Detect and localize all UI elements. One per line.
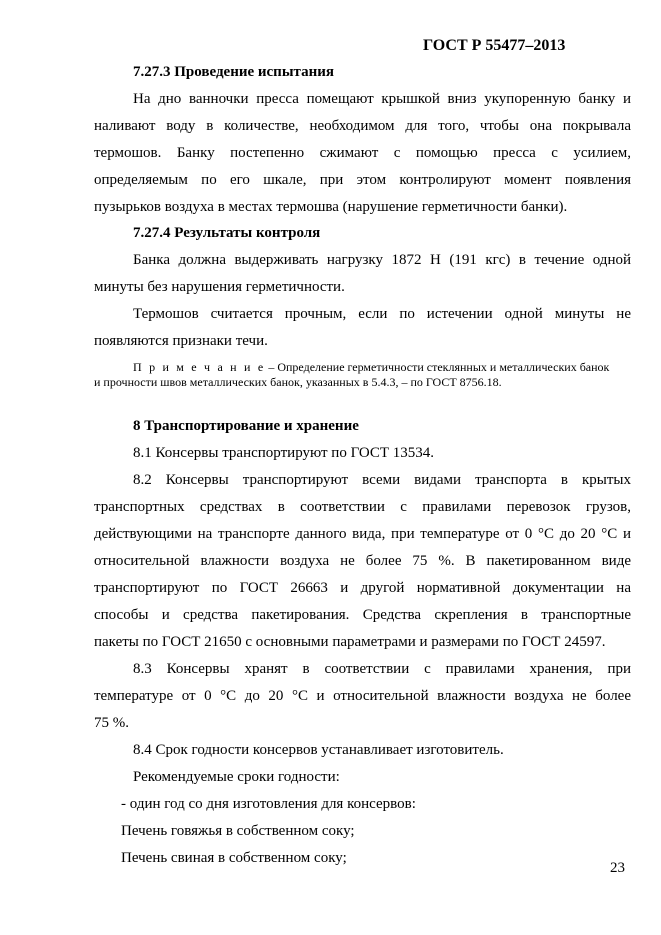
paragraph-8-1: 8.1 Консервы транспортируют по ГОСТ 13534. xyxy=(133,445,435,461)
paragraph-line: Термошов считается прочным, если по истечении одной минуты не xyxy=(133,306,631,322)
paragraph-line: минуты без нарушения герметичности. xyxy=(94,279,345,295)
note-line-2: и прочности швов металлических банок, указанных в 5.4.3, – по ГОСТ 8756.18. xyxy=(94,375,502,389)
paragraph-line: способы и средства пакетирования. Средства скрепления в транспортные xyxy=(94,607,631,623)
paragraph-line: определяемым по его шкале, при этом контролируют момент появления xyxy=(94,172,631,188)
paragraph-line: На дно ванночки пресса помещают крышкой вниз укупоренную банку и xyxy=(133,91,631,107)
paragraph-line: 75 %. xyxy=(94,715,129,731)
paragraph-line: действующими на транспорте данного вида, при температуре от 0 °С до 20 °С и xyxy=(94,526,631,542)
section-heading-7-27-4: 7.27.4 Результаты контроля xyxy=(133,225,321,241)
paragraph-line: относительной влажности воздуха не более 75 %. В пакетированном виде xyxy=(94,553,631,569)
product-item: Печень свиная в собственном соку; xyxy=(121,850,347,866)
paragraph-line: наливают воду в количестве, необходимом для того, чтобы она покрывала xyxy=(94,118,631,134)
paragraph-line: появляются признаки течи. xyxy=(94,333,268,349)
product-item: Печень говяжья в собственном соку; xyxy=(121,823,355,839)
recommended-terms: Рекомендуемые сроки годности: xyxy=(133,769,340,785)
paragraph-line: Банка должна выдерживать нагрузку 1872 Н (191 кгс) в течение одной xyxy=(133,252,631,268)
list-item: - один год со дня изготовления для консервов: xyxy=(121,796,416,812)
paragraph-8-4: 8.4 Срок годности консервов устанавливает изготовитель. xyxy=(133,742,504,758)
document-header: ГОСТ Р 55477–2013 xyxy=(423,37,566,54)
paragraph-line: транспортируют по ГОСТ 26663 и другой нормативной документации на xyxy=(94,580,631,596)
paragraph-line: 8.3 Консервы хранят в соответствии с правилами хранения, при xyxy=(133,661,631,677)
note-text: – Определение герметичности стеклянных и металлических банок xyxy=(265,360,610,374)
note-label: П р и м е ч а н и е xyxy=(133,360,266,374)
paragraph-line: пузырьков воздуха в местах термошва (нарушение герметичности банки). xyxy=(94,199,568,215)
paragraph-line: пакеты по ГОСТ 21650 с основными параметрами и размерами по ГОСТ 24597. xyxy=(94,634,606,650)
section-heading-7-27-3: 7.27.3 Проведение испытания xyxy=(133,64,334,80)
paragraph-line: термошов. Банку постепенно сжимают с помощью пресса с усилием, xyxy=(94,145,631,161)
section-heading-8: 8 Транспортирование и хранение xyxy=(133,418,359,434)
paragraph-line: температуре от 0 °С до 20 °С и относительной влажности воздуха не более xyxy=(94,688,631,704)
paragraph-line: 8.2 Консервы транспортируют всеми видами транспорта в крытых xyxy=(133,472,631,488)
page-number: 23 xyxy=(610,860,625,876)
paragraph-line: транспортных средствах в соответствии с правилами перевозок грузов, xyxy=(94,499,631,515)
note-line-1 xyxy=(133,360,631,375)
